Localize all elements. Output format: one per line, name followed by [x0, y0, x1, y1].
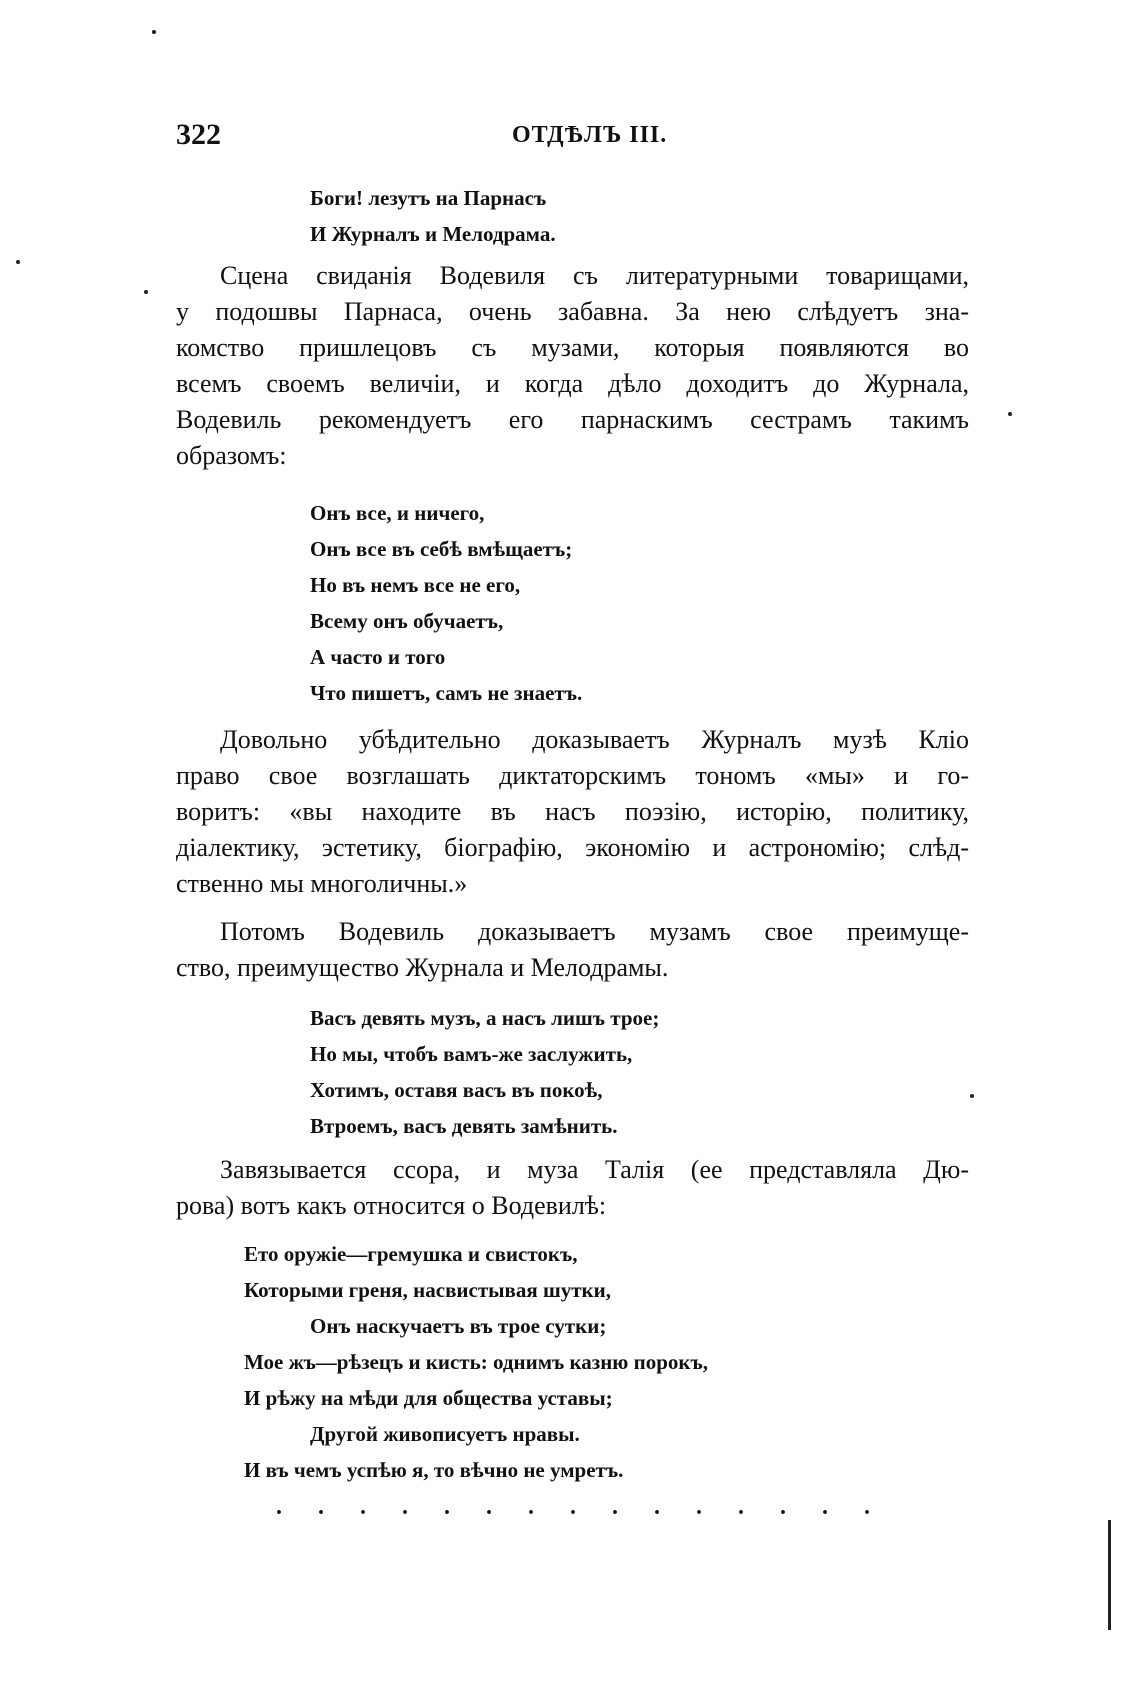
verse-line: Мое жъ—рѣзецъ и кисть: однимъ казню порокъ,: [244, 1350, 708, 1374]
verse-block-3: [310, 1000, 659, 1144]
text-line: Довольно убѣдительно доказываетъ Журналъ музѣ Кліо: [220, 725, 969, 754]
verse-block-1: [310, 180, 556, 252]
verse-line: И рѣжу на мѣди для общества уставы;: [244, 1386, 613, 1410]
verse-line: Но въ немъ все не его,: [310, 573, 521, 597]
page-header: [176, 118, 996, 158]
scan-speck: [152, 30, 156, 34]
verse-line: А часто и того: [310, 645, 446, 669]
verse-block-4: [244, 1236, 708, 1488]
verse-line: Другой живописуетъ нравы.: [310, 1422, 580, 1446]
verse-line: Всему онъ обучаетъ,: [310, 609, 504, 633]
text-line: комство пришлецовъ съ музами, которыя появляются во: [176, 333, 969, 362]
text-line: ство, преимущество Журнала и Мелодрамы.: [176, 953, 669, 982]
paragraph-1: [176, 258, 969, 474]
text-line: ственно мы многоличны.»: [176, 869, 468, 898]
verse-line: И Журналъ и Мелодрама.: [310, 222, 556, 246]
verse-line: Боги! лезутъ на Парнасъ: [310, 186, 547, 210]
text-line: Водевиль рекомендуетъ его парнаскимъ сестрамъ такимъ: [176, 405, 969, 434]
verse-line: Но мы, чтобъ вамъ-же заслужить,: [310, 1042, 633, 1066]
paragraph-2: [176, 722, 969, 902]
text-line: воритъ: «вы находите въ насъ поэзію, исторію, политику,: [176, 797, 969, 826]
paragraph-3: [176, 914, 969, 986]
verse-line: Втроемъ, васъ девять замѣнить.: [310, 1114, 618, 1138]
paragraph-4: [176, 1152, 969, 1224]
running-head: ОТДѢЛЪ III.: [512, 122, 668, 148]
text-line: у подошвы Парнаса, очень забавна. За нею слѣдуетъ зна-: [176, 297, 969, 326]
verse-line: Которыми греня, насвистывая шутки,: [244, 1278, 612, 1302]
scan-speck: [1008, 412, 1012, 416]
verse-block-2: [310, 495, 582, 711]
verse-line: И въ чемъ успѣю я, то вѣчно не умретъ.: [244, 1458, 624, 1482]
verse-line: Онъ все, и ничего,: [310, 501, 485, 525]
text-line: всемъ своемъ величіи, и когда дѣло доходитъ до Журнала,: [176, 369, 969, 398]
text-line: Сцена свиданія Водевиля съ литературными товарищами,: [220, 261, 969, 290]
scan-edge-mark: [1108, 1520, 1111, 1630]
verse-line: Ето оружіе—гремушка и свистокъ,: [244, 1242, 578, 1266]
verse-line: Васъ девять музъ, а насъ лишъ трое;: [310, 1006, 660, 1030]
text-line: Завязывается ссора, и муза Талія (ее представляла Дю-: [220, 1155, 969, 1184]
text-line: право свое возглашать диктаторскимъ тономъ «мы» и го-: [176, 761, 969, 790]
verse-line: Онъ все въ себѣ вмѣщаетъ;: [310, 537, 573, 561]
ellipsis-row: . . . . . . . . . . . . . . .: [276, 1494, 885, 1520]
verse-line: Что пишетъ, самъ не знаетъ.: [310, 681, 583, 705]
text-line: рова) вотъ какъ относится о Водевилѣ:: [176, 1191, 607, 1220]
verse-line: Хотимъ, оставя васъ въ покоѣ,: [310, 1078, 603, 1102]
page-number: 322: [176, 118, 221, 151]
scan-speck: [16, 260, 20, 264]
scan-speck: [970, 1094, 974, 1098]
text-line: образомъ:: [176, 441, 287, 470]
text-line: діалектику, эстетику, біографію, экономію и астрономію; слѣд-: [176, 833, 969, 862]
verse-line: Онъ наскучаетъ въ трое сутки;: [310, 1314, 607, 1338]
scan-speck: [144, 290, 148, 294]
text-line: Потомъ Водевиль доказываетъ музамъ свое преимуще-: [220, 917, 969, 946]
